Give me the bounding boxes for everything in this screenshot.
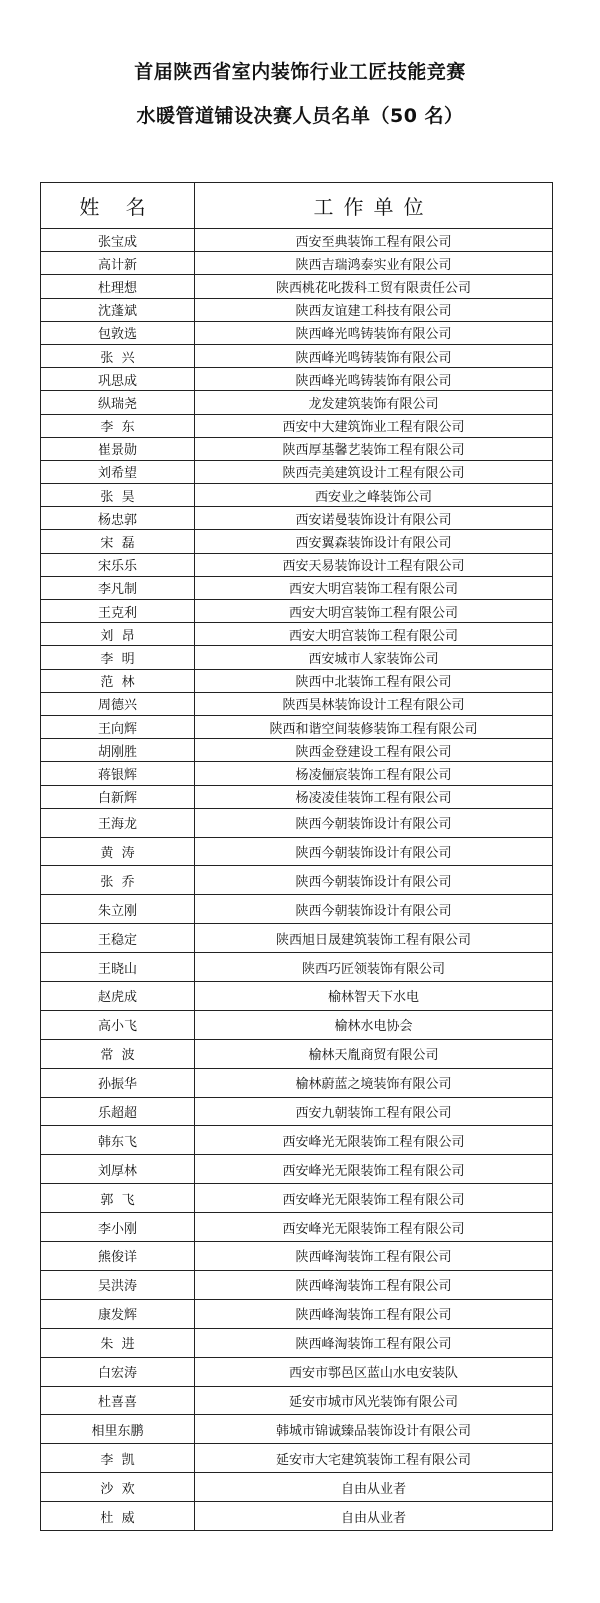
cell-unit: 西安峰光无限装饰工程有限公司 [195, 1184, 553, 1213]
table-row [41, 785, 553, 808]
cell-unit: 陕西峰淘装饰工程有限公司 [195, 1328, 553, 1357]
table-row [41, 1039, 553, 1068]
cell-unit: 延安市大宅建筑装饰工程有限公司 [195, 1444, 553, 1473]
cell-unit: 自由从业者 [195, 1473, 553, 1502]
cell-unit: 陕西峰淘装饰工程有限公司 [195, 1242, 553, 1271]
cell-unit: 陕西金登建设工程有限公司 [195, 739, 553, 762]
table-row [41, 321, 553, 344]
cell-unit: 陕西友谊建工科技有限公司 [195, 298, 553, 321]
cell-name: 王稳定 [41, 924, 195, 953]
cell-unit: 西安市鄠邑区蓝山水电安装队 [195, 1357, 553, 1386]
header-name: 姓 名 [41, 183, 195, 229]
cell-name: 韩东飞 [41, 1126, 195, 1155]
cell-name: 周德兴 [41, 692, 195, 715]
cell-unit: 西安大明宫装饰工程有限公司 [195, 576, 553, 599]
cell-name: 朱 进 [41, 1328, 195, 1357]
cell-name: 宋 磊 [41, 530, 195, 553]
cell-unit: 西安大明宫装饰工程有限公司 [195, 623, 553, 646]
cell-unit: 延安市城市风光装饰有限公司 [195, 1386, 553, 1415]
cell-unit: 陕西吉瑞鸿泰实业有限公司 [195, 252, 553, 275]
cell-name: 常 波 [41, 1039, 195, 1068]
table-row [41, 1184, 553, 1213]
finalist-table [40, 182, 553, 1531]
table-row [41, 530, 553, 553]
cell-unit: 西安至典装饰工程有限公司 [195, 229, 553, 252]
table-row [41, 576, 553, 599]
cell-name: 康发辉 [41, 1299, 195, 1328]
cell-unit: 杨凌俪宸装饰工程有限公司 [195, 762, 553, 785]
table-row [41, 924, 553, 953]
table-row [41, 1357, 553, 1386]
cell-name: 赵虎成 [41, 982, 195, 1011]
table-row [41, 460, 553, 483]
cell-name: 高计新 [41, 252, 195, 275]
cell-unit: 榆林天胤商贸有限公司 [195, 1039, 553, 1068]
cell-name: 张 兴 [41, 344, 195, 367]
cell-name: 杜 威 [41, 1502, 195, 1531]
table-row [41, 1010, 553, 1039]
cell-name: 刘厚林 [41, 1155, 195, 1184]
table-header-row [41, 183, 553, 229]
cell-unit: 西安诺曼装饰设计有限公司 [195, 507, 553, 530]
cell-name: 沙 欢 [41, 1473, 195, 1502]
table-row [41, 414, 553, 437]
cell-name: 李 东 [41, 414, 195, 437]
table-row [41, 368, 553, 391]
cell-name: 王向辉 [41, 715, 195, 738]
cell-unit: 陕西巧匠领装饰有限公司 [195, 953, 553, 982]
cell-unit: 陕西今朝装饰设计有限公司 [195, 895, 553, 924]
cell-name: 相里东鹏 [41, 1415, 195, 1444]
cell-name: 张宝成 [41, 229, 195, 252]
cell-unit: 榆林智天下水电 [195, 982, 553, 1011]
cell-name: 白宏涛 [41, 1357, 195, 1386]
cell-unit: 西安翼森装饰设计有限公司 [195, 530, 553, 553]
table-row [41, 1213, 553, 1242]
table-row [41, 1242, 553, 1271]
cell-name: 吴洪涛 [41, 1270, 195, 1299]
table-row [41, 344, 553, 367]
cell-unit: 西安峰光无限装饰工程有限公司 [195, 1213, 553, 1242]
cell-name: 杜喜喜 [41, 1386, 195, 1415]
cell-name: 乐超超 [41, 1097, 195, 1126]
cell-unit: 西安九朝装饰工程有限公司 [195, 1097, 553, 1126]
table-row [41, 762, 553, 785]
table-row [41, 1473, 553, 1502]
table-row [41, 1386, 553, 1415]
cell-unit: 陕西今朝装饰设计有限公司 [195, 866, 553, 895]
cell-unit: 西安城市人家装饰公司 [195, 646, 553, 669]
cell-name: 沈蓬斌 [41, 298, 195, 321]
cell-name: 胡刚胜 [41, 739, 195, 762]
cell-name: 王晓山 [41, 953, 195, 982]
cell-name: 张 乔 [41, 866, 195, 895]
cell-name: 巩思成 [41, 368, 195, 391]
cell-unit: 陕西峰光鸣铸装饰有限公司 [195, 321, 553, 344]
cell-name: 李 明 [41, 646, 195, 669]
cell-unit: 陕西中北装饰工程有限公司 [195, 669, 553, 692]
cell-unit: 韩城市锦诚臻品装饰设计有限公司 [195, 1415, 553, 1444]
table-row [41, 437, 553, 460]
table-row [41, 1415, 553, 1444]
cell-name: 刘希望 [41, 460, 195, 483]
cell-name: 朱立刚 [41, 895, 195, 924]
cell-name: 李 凯 [41, 1444, 195, 1473]
table-row [41, 1444, 553, 1473]
cell-unit: 陕西昊林装饰设计工程有限公司 [195, 692, 553, 715]
cell-name: 王海龙 [41, 808, 195, 837]
cell-unit: 自由从业者 [195, 1502, 553, 1531]
cell-unit: 陕西壳美建筑设计工程有限公司 [195, 460, 553, 483]
cell-unit: 西安峰光无限装饰工程有限公司 [195, 1155, 553, 1184]
cell-name: 杨忠郭 [41, 507, 195, 530]
cell-name: 崔景勋 [41, 437, 195, 460]
cell-unit: 西安业之峰装饰公司 [195, 484, 553, 507]
table-row [41, 623, 553, 646]
table-row [41, 669, 553, 692]
table-row [41, 739, 553, 762]
table-row [41, 553, 553, 576]
table-row [41, 1502, 553, 1531]
cell-name: 刘 昂 [41, 623, 195, 646]
table-row [41, 252, 553, 275]
table-row [41, 275, 553, 298]
cell-unit: 陕西峰光鸣铸装饰有限公司 [195, 368, 553, 391]
cell-unit: 西安天易装饰设计工程有限公司 [195, 553, 553, 576]
header-unit: 工作单位 [195, 183, 553, 229]
cell-unit: 陕西今朝装饰设计有限公司 [195, 808, 553, 837]
cell-name: 宋乐乐 [41, 553, 195, 576]
cell-unit: 陕西峰淘装饰工程有限公司 [195, 1299, 553, 1328]
cell-name: 包敦选 [41, 321, 195, 344]
table-row [41, 600, 553, 623]
cell-name: 李凡制 [41, 576, 195, 599]
cell-name: 高小飞 [41, 1010, 195, 1039]
table-row [41, 484, 553, 507]
table-row [41, 866, 553, 895]
cell-unit: 陕西桃花叱拨科工贸有限责任公司 [195, 275, 553, 298]
table-row [41, 837, 553, 866]
cell-name: 李小刚 [41, 1213, 195, 1242]
cell-unit: 榆林蔚蓝之境装饰有限公司 [195, 1068, 553, 1097]
cell-name: 孙振华 [41, 1068, 195, 1097]
table-row [41, 715, 553, 738]
table-row [41, 507, 553, 530]
cell-unit: 榆林水电协会 [195, 1010, 553, 1039]
table-row [41, 646, 553, 669]
cell-unit: 西安峰光无限装饰工程有限公司 [195, 1126, 553, 1155]
title-line-1: 首届陕西省室内装饰行业工匠技能竞赛 [134, 61, 466, 83]
cell-name: 范 林 [41, 669, 195, 692]
cell-name: 郭 飞 [41, 1184, 195, 1213]
cell-unit: 西安中大建筑饰业工程有限公司 [195, 414, 553, 437]
table-row [41, 391, 553, 414]
cell-unit: 陕西旭日晟建筑装饰工程有限公司 [195, 924, 553, 953]
cell-name: 熊俊详 [41, 1242, 195, 1271]
cell-unit: 陕西峰光鸣铸装饰有限公司 [195, 344, 553, 367]
cell-unit: 陕西厚基馨艺装饰工程有限公司 [195, 437, 553, 460]
cell-name: 白新辉 [41, 785, 195, 808]
cell-unit: 陕西今朝装饰设计有限公司 [195, 837, 553, 866]
cell-name: 蒋银辉 [41, 762, 195, 785]
table-row [41, 1270, 553, 1299]
table-row [41, 1299, 553, 1328]
table-row [41, 1126, 553, 1155]
table-row [41, 808, 553, 837]
table-row [41, 1068, 553, 1097]
table-row [41, 692, 553, 715]
table-row [41, 953, 553, 982]
table-row [41, 982, 553, 1011]
cell-name: 张 昊 [41, 484, 195, 507]
cell-unit: 龙发建筑装饰有限公司 [195, 391, 553, 414]
title-line-2: 水暖管道铺设决赛人员名单（50 名） [136, 105, 464, 127]
cell-unit: 陕西和谐空间装修装饰工程有限公司 [195, 715, 553, 738]
table-row [41, 1328, 553, 1357]
cell-unit: 陕西峰淘装饰工程有限公司 [195, 1270, 553, 1299]
table-row [41, 1097, 553, 1126]
cell-name: 纵瑞尧 [41, 391, 195, 414]
table-row [41, 895, 553, 924]
table-row [41, 298, 553, 321]
cell-unit: 西安大明宫装饰工程有限公司 [195, 600, 553, 623]
table-row [41, 229, 553, 252]
cell-name: 黄 涛 [41, 837, 195, 866]
cell-name: 王克利 [41, 600, 195, 623]
table-body [41, 229, 553, 1531]
cell-unit: 杨凌凌佳装饰工程有限公司 [195, 785, 553, 808]
cell-name: 杜理想 [41, 275, 195, 298]
table-row [41, 1155, 553, 1184]
